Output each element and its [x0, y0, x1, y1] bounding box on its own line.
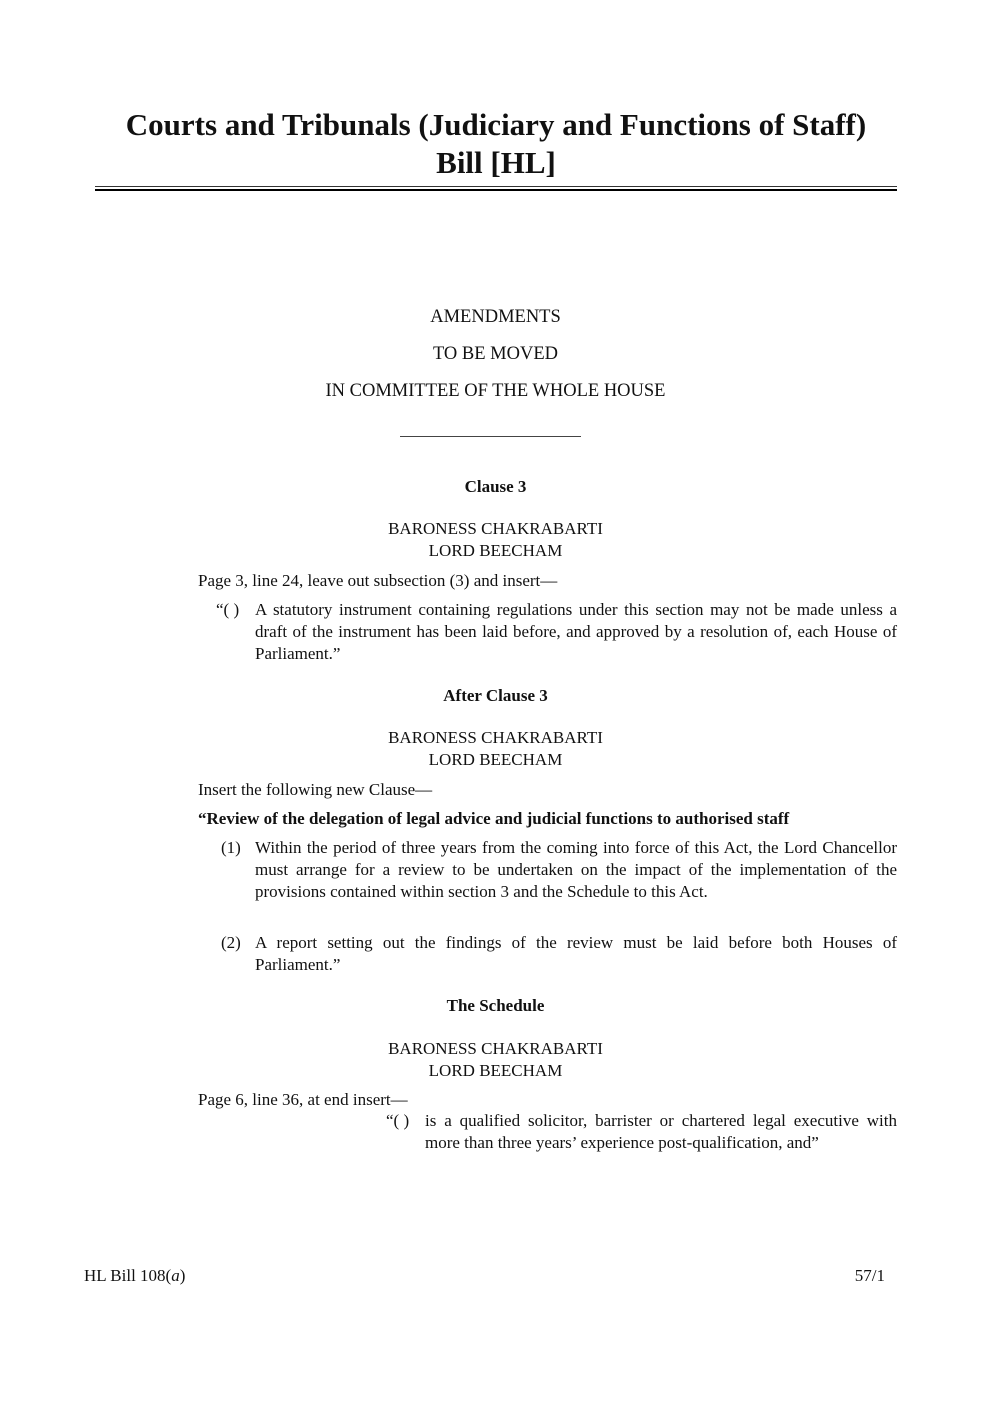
- subsection-number: (1): [221, 838, 241, 857]
- subsection-text: Within the period of three years from the coming into force of this Act, the Lord Chancellor must arrange for a review to be undertaken on the impact of the implementation of the provisions contained within section 3 and the Schedule to this Act.: [255, 838, 897, 901]
- amendment-instruction: Page 6, line 36, at end insert—: [198, 1090, 408, 1109]
- mover-name: LORD BEECHAM: [428, 1061, 563, 1080]
- preamble-line-3: IN COMMITTEE OF THE WHOLE HOUSE: [325, 381, 666, 401]
- insert-text: A statutory instrument containing regulations under this section may not be made unless a draft of the instrument has been laid before, and approved by a resolution of, each House of Parliament.”: [255, 600, 897, 663]
- insert-marker: “( ): [216, 600, 240, 619]
- preamble-line-1: AMENDMENTS: [430, 307, 561, 327]
- insert-marker: “( ): [386, 1111, 410, 1130]
- title-rule-thin: [95, 186, 897, 187]
- bill-reference: [84, 1265, 185, 1287]
- mover-name: LORD BEECHAM: [428, 541, 563, 560]
- mover-name: BARONESS CHAKRABARTI: [388, 1039, 603, 1058]
- bill-ref-suffix: ): [179, 1266, 186, 1285]
- mover-name: BARONESS CHAKRABARTI: [388, 519, 603, 538]
- bill-ref-italic: a: [171, 1266, 180, 1285]
- amendment-instruction: Page 3, line 24, leave out subsection (3) and insert—: [198, 571, 558, 590]
- preamble-line-2: TO BE MOVED: [432, 344, 559, 364]
- section-heading-clause-3: Clause 3: [464, 477, 527, 496]
- subsection-number: (2): [221, 933, 241, 952]
- preamble-divider: [400, 436, 581, 437]
- mover-name: BARONESS CHAKRABARTI: [388, 728, 603, 747]
- title-rule-thick: [95, 189, 897, 191]
- page-reference: 57/1: [854, 1266, 885, 1285]
- title-line-1: Courts and Tribunals (Judiciary and Functions of Staff): [125, 107, 867, 142]
- mover-name: LORD BEECHAM: [428, 750, 563, 769]
- bill-ref-prefix: HL Bill 108(: [84, 1266, 172, 1285]
- insert-text: is a qualified solicitor, barrister or chartered legal executive with more than three years’ experience post-qualification, and”: [425, 1111, 897, 1152]
- amendment-instruction: Insert the following new Clause—: [198, 780, 433, 799]
- section-heading-schedule: The Schedule: [446, 996, 545, 1015]
- subsection-text: A report setting out the findings of the review must be laid before both Houses of Parliament.”: [255, 933, 897, 974]
- document-title: [95, 106, 897, 182]
- title-line-2: Bill [HL]: [436, 145, 556, 180]
- section-heading-after-clause-3: After Clause 3: [443, 686, 548, 705]
- new-clause-title: “Review of the delegation of legal advice and judicial functions to authorised staff: [198, 809, 790, 828]
